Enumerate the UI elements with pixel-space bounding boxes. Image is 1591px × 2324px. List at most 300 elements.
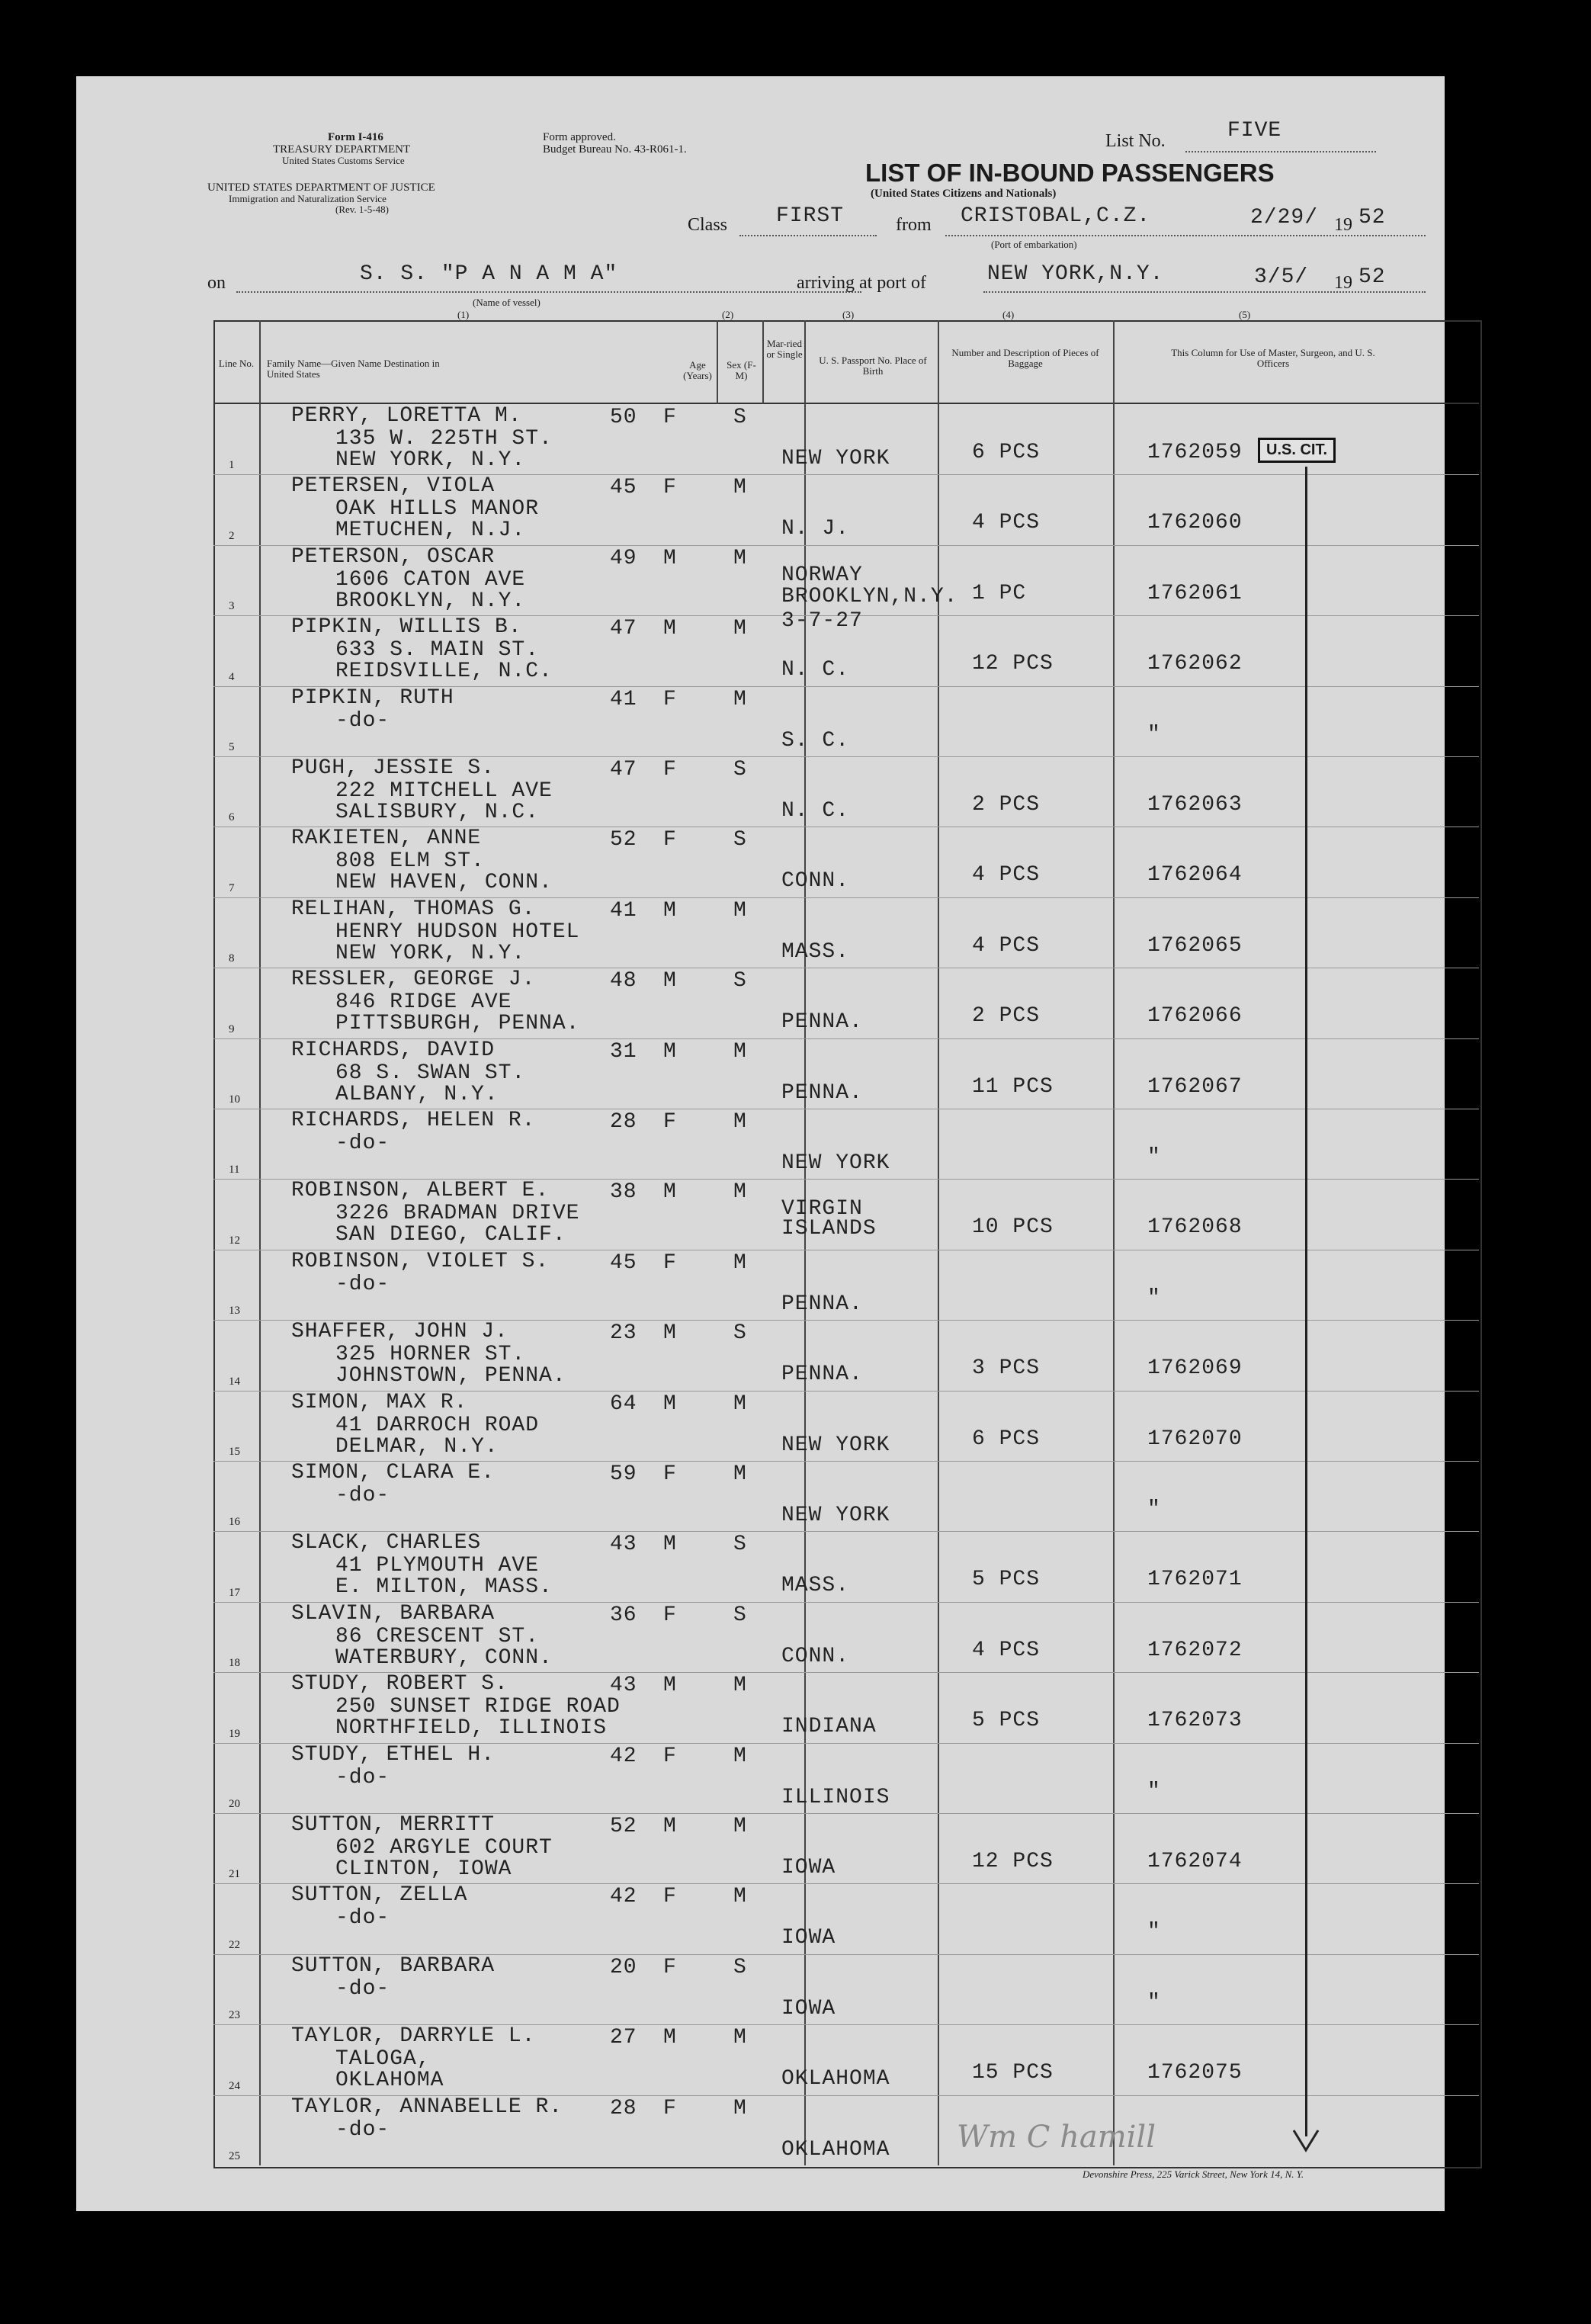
page-subtitle: (United States Citizens and Nationals) <box>871 188 1057 200</box>
marital-status: M <box>733 898 747 923</box>
baggage: 4 PCS <box>972 1638 1041 1662</box>
birth-place-2: MASS. <box>781 939 850 964</box>
page-title: LIST OF IN-BOUND PASSENGERS <box>865 159 1275 187</box>
officer-number: " <box>1147 1497 1161 1521</box>
table-row <box>76 1672 1445 1742</box>
baggage: 2 PCS <box>972 1004 1041 1029</box>
officer-number: " <box>1147 1920 1161 1944</box>
passenger-name: RICHARDS, DAVID <box>291 1038 496 1062</box>
table-row <box>76 897 1445 968</box>
sex: M <box>663 546 677 570</box>
address-line-1: 68 S. SWAN ST. <box>335 1061 526 1085</box>
marital-status: M <box>733 1180 747 1205</box>
birth-place-2: CONN. <box>781 1644 850 1668</box>
immigration-service: Immigration and Naturalization Service <box>229 193 387 204</box>
treasury-department: TREASURY DEPARTMENT <box>273 143 411 156</box>
table-row <box>76 1038 1445 1109</box>
age: 49 <box>610 546 637 570</box>
line-number: 11 <box>229 1164 240 1176</box>
column-number-2: (2) <box>722 309 734 320</box>
marital-status: M <box>733 1674 747 1698</box>
customs-service: United States Customs Service <box>282 155 405 166</box>
passenger-name: ROBINSON, ALBERT E. <box>291 1179 550 1203</box>
table-row <box>76 827 1445 897</box>
passenger-name: STUDY, ROBERT S. <box>291 1672 508 1696</box>
birth-place-2: NEW YORK <box>781 447 890 470</box>
age: 48 <box>610 969 637 993</box>
line-number: 12 <box>229 1234 240 1247</box>
line-number: 21 <box>229 1868 240 1881</box>
year-prefix-2: 19 <box>1334 273 1352 293</box>
age: 28 <box>610 2096 637 2120</box>
marital-status: M <box>733 1110 747 1134</box>
marital-status: M <box>733 1815 747 1838</box>
marital-status: S <box>733 1533 747 1557</box>
address-line-1: 3226 BRADMAN DRIVE <box>335 1202 580 1226</box>
birth-place-2: ILLINOIS <box>781 1785 890 1809</box>
passenger-name: PERRY, LORETTA M. <box>291 404 522 428</box>
officer-number: 1762066 <box>1147 1004 1243 1029</box>
table-row <box>76 1391 1445 1461</box>
birth-place-2: N. J. <box>781 517 850 541</box>
table-row <box>76 968 1445 1038</box>
address-line-2: METUCHEN, N.J. <box>335 518 526 543</box>
list-no-value: FIVE <box>1227 119 1282 143</box>
col-divider <box>717 320 718 404</box>
table-row <box>76 474 1445 544</box>
budget-bureau: Budget Bureau No. 43-R061-1. <box>543 143 687 156</box>
passenger-name: SUTTON, BARBARA <box>291 1953 496 1978</box>
address-line-2: DELMAR, N.Y. <box>335 1434 499 1459</box>
birth-place-1: VIRGIN <box>781 1197 863 1221</box>
sex: M <box>663 1815 677 1838</box>
age: 42 <box>610 1744 637 1768</box>
address-line-2: PITTSBURGH, PENNA. <box>335 1012 580 1036</box>
address-line-1: TALOGA, <box>335 2047 431 2072</box>
header-baggage: Number and Description of Pieces of Baggage <box>951 347 1099 369</box>
passenger-name: RESSLER, GEORGE J. <box>291 968 536 992</box>
table-row <box>76 1461 1445 1531</box>
address-line-1: -do- <box>335 1132 390 1155</box>
sex: F <box>663 828 677 852</box>
address-line-1: -do- <box>335 1976 390 2001</box>
officer-number: 1762068 <box>1147 1215 1243 1240</box>
age: 23 <box>610 1321 637 1346</box>
header-line-no: Line No. <box>218 358 255 369</box>
birth-place-2: IOWA <box>781 1996 836 2021</box>
address-line-1: -do- <box>335 1906 390 1931</box>
sex: M <box>663 969 677 993</box>
officer-number: " <box>1147 1286 1161 1310</box>
arrival-port: NEW YORK,N.Y. <box>987 262 1164 286</box>
address-line-1: 633 S. MAIN ST. <box>335 638 540 663</box>
birth-place-2: OKLAHOMA <box>781 2067 890 2091</box>
marital-status: M <box>733 1250 747 1275</box>
table-row <box>76 1743 1445 1813</box>
marital-status: M <box>733 1462 747 1486</box>
sex: F <box>663 1603 677 1627</box>
passenger-name: PIPKIN, RUTH <box>291 685 454 710</box>
line-number: 16 <box>229 1516 240 1529</box>
address-line-1: -do- <box>335 1272 390 1296</box>
from-label: from <box>896 215 932 235</box>
header-officers: This Column for Use of Master, Surgeon, and U. S. Officers <box>1171 347 1375 369</box>
line-number: 24 <box>229 2079 240 2092</box>
class-line <box>739 235 877 236</box>
address-line-2: BROOKLYN, N.Y. <box>335 589 526 613</box>
table-row <box>76 2095 1445 2165</box>
age: 27 <box>610 2026 637 2050</box>
passenger-name: ROBINSON, VIOLET S. <box>291 1249 550 1273</box>
officer-number: 1762070 <box>1147 1427 1243 1451</box>
officer-number: 1762059 <box>1147 441 1243 464</box>
passenger-name: SUTTON, MERRITT <box>291 1813 496 1837</box>
table-row <box>76 1320 1445 1390</box>
birth-place-2: NEW YORK <box>781 1433 890 1457</box>
officer-number: 1762063 <box>1147 793 1243 817</box>
address-line-1: 41 DARROCH ROAD <box>335 1413 540 1437</box>
line-number: 10 <box>229 1093 240 1106</box>
line-number: 3 <box>229 600 235 613</box>
table-row <box>76 404 1445 474</box>
passenger-name: SIMON, CLARA E. <box>291 1461 496 1485</box>
passenger-name: RICHARDS, HELEN R. <box>291 1109 536 1132</box>
officer-number: 1762075 <box>1147 2061 1243 2085</box>
address-line-2: NORTHFIELD, ILLINOIS <box>335 1716 608 1741</box>
column-number-1: (1) <box>457 309 470 320</box>
from-value: CRISTOBAL,C.Z. <box>961 204 1151 228</box>
sex: F <box>663 1885 677 1909</box>
address-line-1: -do- <box>335 1484 390 1507</box>
address-line-2: WATERBURY, CONN. <box>335 1645 553 1670</box>
line-number: 9 <box>229 1022 235 1035</box>
address-line-1: 135 W. 225TH ST. <box>335 427 553 451</box>
baggage: 6 PCS <box>972 1427 1041 1451</box>
address-line-1: 808 ELM ST. <box>335 849 485 874</box>
birth-place-2: INDIANA <box>781 1715 877 1739</box>
marital-status: S <box>733 758 747 782</box>
address-line-2: NEW HAVEN, CONN. <box>335 871 553 895</box>
marital-status: S <box>733 828 747 852</box>
col-divider <box>762 320 764 404</box>
sex: F <box>663 2096 677 2120</box>
baggage: 5 PCS <box>972 1568 1041 1592</box>
birth-place-3: 3-7-27 <box>781 608 863 633</box>
line-number: 5 <box>229 740 235 753</box>
printer-imprint: Devonshire Press, 225 Varick Street, New York 14, N. Y. <box>1083 2168 1304 2180</box>
age: 45 <box>610 1250 637 1275</box>
officer-number: 1762062 <box>1147 652 1243 676</box>
marital-status: M <box>733 2026 747 2050</box>
officer-number: 1762065 <box>1147 933 1243 958</box>
table-row <box>76 1109 1445 1179</box>
address-line-2: JOHNSTOWN, PENNA. <box>335 1364 566 1388</box>
line-number: 19 <box>229 1727 240 1740</box>
officer-number: 1762069 <box>1147 1356 1243 1381</box>
passenger-manifest-page <box>76 76 1445 2211</box>
passenger-name: SUTTON, ZELLA <box>291 1883 468 1908</box>
marital-status: M <box>733 476 747 500</box>
age: 31 <box>610 1039 637 1064</box>
birth-place-2: CONN. <box>781 869 850 894</box>
line-number: 20 <box>229 1797 240 1810</box>
age: 43 <box>610 1533 637 1557</box>
class-label: Class <box>688 215 728 235</box>
birth-place-1: NORWAY <box>781 563 863 587</box>
baggage: 4 PCS <box>972 511 1041 535</box>
birth-place-2: NEW YORK <box>781 1151 890 1175</box>
officer-number: " <box>1147 1990 1161 2014</box>
us-citizen-stamp: U.S. CIT. <box>1258 438 1336 463</box>
sex: F <box>663 1462 677 1486</box>
address-line-2: SAN DIEGO, CALIF. <box>335 1223 566 1247</box>
table-row <box>76 1250 1445 1320</box>
birth-place-2: BROOKLYN,N.Y. <box>781 584 958 608</box>
line-number: 14 <box>229 1375 240 1388</box>
address-line-2: NEW YORK, N.Y. <box>335 941 526 965</box>
passenger-name: TAYLOR, ANNABELLE R. <box>291 2094 563 2119</box>
year-prefix-1: 19 <box>1334 215 1352 235</box>
age: 45 <box>610 476 637 500</box>
line-number: 18 <box>229 1657 240 1670</box>
birth-place-2: N. C. <box>781 799 850 823</box>
birth-place-2: PENNA. <box>781 1010 863 1035</box>
vessel-line <box>236 291 861 293</box>
line-number: 23 <box>229 2009 240 2022</box>
vessel-name: S. S. "P A N A M A" <box>360 262 618 286</box>
passenger-name: STUDY, ETHEL H. <box>291 1742 496 1767</box>
birth-place-2: IOWA <box>781 1926 836 1950</box>
marital-status: M <box>733 2096 747 2120</box>
passenger-name: SLACK, CHARLES <box>291 1531 482 1555</box>
header-passport: U. S. Passport No. Place of Birth <box>819 355 927 377</box>
table-row <box>76 1602 1445 1672</box>
sex: M <box>663 1321 677 1346</box>
from-line <box>945 235 1426 236</box>
address-line-1: -do- <box>335 708 390 733</box>
sex: M <box>663 1674 677 1698</box>
birth-place-2: PENNA. <box>781 1080 863 1105</box>
sex: F <box>663 1110 677 1134</box>
age: 41 <box>610 687 637 711</box>
baggage: 15 PCS <box>972 2061 1054 2085</box>
line-number: 22 <box>229 1938 240 1951</box>
officer-number: " <box>1147 1145 1161 1169</box>
port-of-embarkation-note: (Port of embarkation) <box>991 239 1077 250</box>
passenger-name: PETERSON, OSCAR <box>291 544 496 569</box>
address-line-1: 602 ARGYLE COURT <box>335 1836 553 1860</box>
column-number-3: (3) <box>842 309 855 320</box>
address-line-2: ALBANY, N.Y. <box>335 1082 499 1106</box>
officer-number: 1762073 <box>1147 1709 1243 1733</box>
table-row <box>76 2024 1445 2094</box>
address-line-1: -do- <box>335 1765 390 1790</box>
sex: F <box>663 1955 677 1979</box>
baggage: 2 PCS <box>972 793 1041 817</box>
age: 52 <box>610 1815 637 1838</box>
table-row <box>76 1883 1445 1953</box>
officer-number: " <box>1147 1779 1161 1803</box>
baggage: 3 PCS <box>972 1356 1041 1381</box>
sex: F <box>663 476 677 500</box>
sex: M <box>663 898 677 923</box>
from-date: 2/29/ <box>1250 206 1319 230</box>
table-row <box>76 686 1445 756</box>
age: 47 <box>610 617 637 641</box>
list-no-line <box>1185 151 1376 152</box>
officer-signature: Wm C hamill <box>957 2120 1156 2155</box>
passenger-name: PIPKIN, WILLIS B. <box>291 615 522 640</box>
address-line-1: 41 PLYMOUTH AVE <box>335 1554 540 1578</box>
header-age: Age (Years) <box>683 359 712 381</box>
age: 50 <box>610 406 637 429</box>
header-sex: Sex (F-M) <box>727 359 756 381</box>
line-number: 8 <box>229 952 235 965</box>
sex: F <box>663 406 677 429</box>
line-number: 17 <box>229 1586 240 1599</box>
table-row <box>76 1531 1445 1601</box>
line-number: 2 <box>229 529 235 542</box>
baggage: 1 PC <box>972 581 1027 605</box>
form-id: Form I-416 <box>328 131 383 143</box>
officer-number: 1762074 <box>1147 1850 1243 1873</box>
sex: F <box>663 1744 677 1768</box>
marital-status: S <box>733 1321 747 1346</box>
address-line-1: -do- <box>335 2117 390 2142</box>
header-married: Mar-ried or Single <box>766 338 803 360</box>
birth-place-2: PENNA. <box>781 1363 863 1387</box>
table-row <box>76 1954 1445 2024</box>
age: 41 <box>610 898 637 923</box>
marital-status: S <box>733 1955 747 1979</box>
list-no-label: List No. <box>1105 131 1166 151</box>
line-number: 1 <box>229 459 235 472</box>
table-row <box>76 1179 1445 1249</box>
baggage: 6 PCS <box>972 441 1041 464</box>
age: 38 <box>610 1180 637 1205</box>
form-approved: Form approved. <box>543 131 616 143</box>
passenger-name: SLAVIN, BARBARA <box>291 1601 496 1626</box>
table-row <box>76 1813 1445 1883</box>
age: 52 <box>610 828 637 852</box>
passenger-name: PETERSEN, VIOLA <box>291 474 496 499</box>
officer-number: 1762060 <box>1147 511 1243 535</box>
year-1: 52 <box>1358 206 1386 230</box>
column-number-4: (4) <box>1002 309 1015 320</box>
arrival-date: 3/5/ <box>1254 265 1309 289</box>
address-line-2: OKLAHOMA <box>335 2069 444 2093</box>
vessel-note: (Name of vessel) <box>473 297 540 308</box>
sex: F <box>663 1250 677 1275</box>
age: 36 <box>610 1603 637 1627</box>
address-line-1: 1606 CATON AVE <box>335 567 526 592</box>
marital-status: S <box>733 1603 747 1627</box>
marital-status: M <box>733 1392 747 1416</box>
sex: M <box>663 1039 677 1064</box>
table-row <box>76 615 1445 685</box>
marital-status: M <box>733 687 747 711</box>
baggage: 10 PCS <box>972 1215 1054 1240</box>
sex: F <box>663 687 677 711</box>
address-line-1: 86 CRESCENT ST. <box>335 1624 540 1648</box>
baggage: 11 PCS <box>972 1074 1054 1099</box>
line-number: 25 <box>229 2149 240 2162</box>
officer-number: 1762071 <box>1147 1568 1243 1592</box>
address-line-1: OAK HILLS MANOR <box>335 497 540 522</box>
address-line-2: REIDSVILLE, N.C. <box>335 660 553 684</box>
passenger-name: PUGH, JESSIE S. <box>291 756 496 780</box>
sex: M <box>663 1533 677 1557</box>
marital-status: S <box>733 406 747 429</box>
passenger-name: SIMON, MAX R. <box>291 1390 468 1414</box>
birth-place-2: PENNA. <box>781 1292 863 1316</box>
marital-status: S <box>733 969 747 993</box>
sex: F <box>663 758 677 782</box>
age: 43 <box>610 1674 637 1698</box>
baggage: 4 PCS <box>972 863 1041 888</box>
address-line-1: 846 RIDGE AVE <box>335 990 512 1015</box>
birth-place-2: IOWA <box>781 1856 836 1879</box>
address-line-1: HENRY HUDSON HOTEL <box>335 920 580 944</box>
officer-number: 1762067 <box>1147 1074 1243 1099</box>
baggage: 5 PCS <box>972 1709 1041 1733</box>
age: 20 <box>610 1955 637 1979</box>
line-number: 6 <box>229 811 235 824</box>
bracket-arrow-icon <box>1292 2127 1323 2158</box>
marital-status: M <box>733 1744 747 1768</box>
passenger-name: RELIHAN, THOMAS G. <box>291 897 536 921</box>
year-2: 52 <box>1358 265 1386 289</box>
sex: M <box>663 1392 677 1416</box>
column-number-5: (5) <box>1239 309 1251 320</box>
marital-status: M <box>733 617 747 641</box>
table-row <box>76 756 1445 827</box>
sex: M <box>663 617 677 641</box>
baggage: 12 PCS <box>972 652 1054 676</box>
address-line-1: 222 MITCHELL AVE <box>335 779 553 803</box>
department-of-justice: UNITED STATES DEPARTMENT OF JUSTICE <box>207 181 435 194</box>
arrival-line <box>983 291 1426 293</box>
officer-number: " <box>1147 722 1161 746</box>
bracket-line <box>1305 467 1307 2136</box>
baggage: 12 PCS <box>972 1850 1054 1873</box>
class-value: FIRST <box>776 204 845 228</box>
age: 59 <box>610 1462 637 1486</box>
line-number: 15 <box>229 1445 240 1458</box>
birth-place-2: NEW YORK <box>781 1504 890 1527</box>
sex: M <box>663 2026 677 2050</box>
passenger-name: RAKIETEN, ANNE <box>291 827 482 851</box>
birth-place-2: N. C. <box>781 658 850 682</box>
birth-place-2: OKLAHOMA <box>781 2137 890 2162</box>
arriving-label: arriving at port of <box>797 273 926 293</box>
officer-number: 1762061 <box>1147 581 1243 605</box>
age: 42 <box>610 1885 637 1909</box>
birth-place-2: ISLANDS <box>781 1217 877 1241</box>
marital-status: M <box>733 1885 747 1909</box>
birth-place-2: S. C. <box>781 728 850 753</box>
age: 64 <box>610 1392 637 1416</box>
passenger-name: TAYLOR, DARRYLE L. <box>291 2024 536 2049</box>
revision: (Rev. 1-5-48) <box>335 204 389 215</box>
line-number: 13 <box>229 1305 240 1318</box>
marital-status: M <box>733 546 747 570</box>
address-line-1: 325 HORNER ST. <box>335 1343 526 1367</box>
officer-number: 1762072 <box>1147 1638 1243 1662</box>
line-number: 4 <box>229 670 235 683</box>
address-line-2: CLINTON, IOWA <box>335 1857 512 1881</box>
address-line-2: SALISBURY, N.C. <box>335 801 540 824</box>
